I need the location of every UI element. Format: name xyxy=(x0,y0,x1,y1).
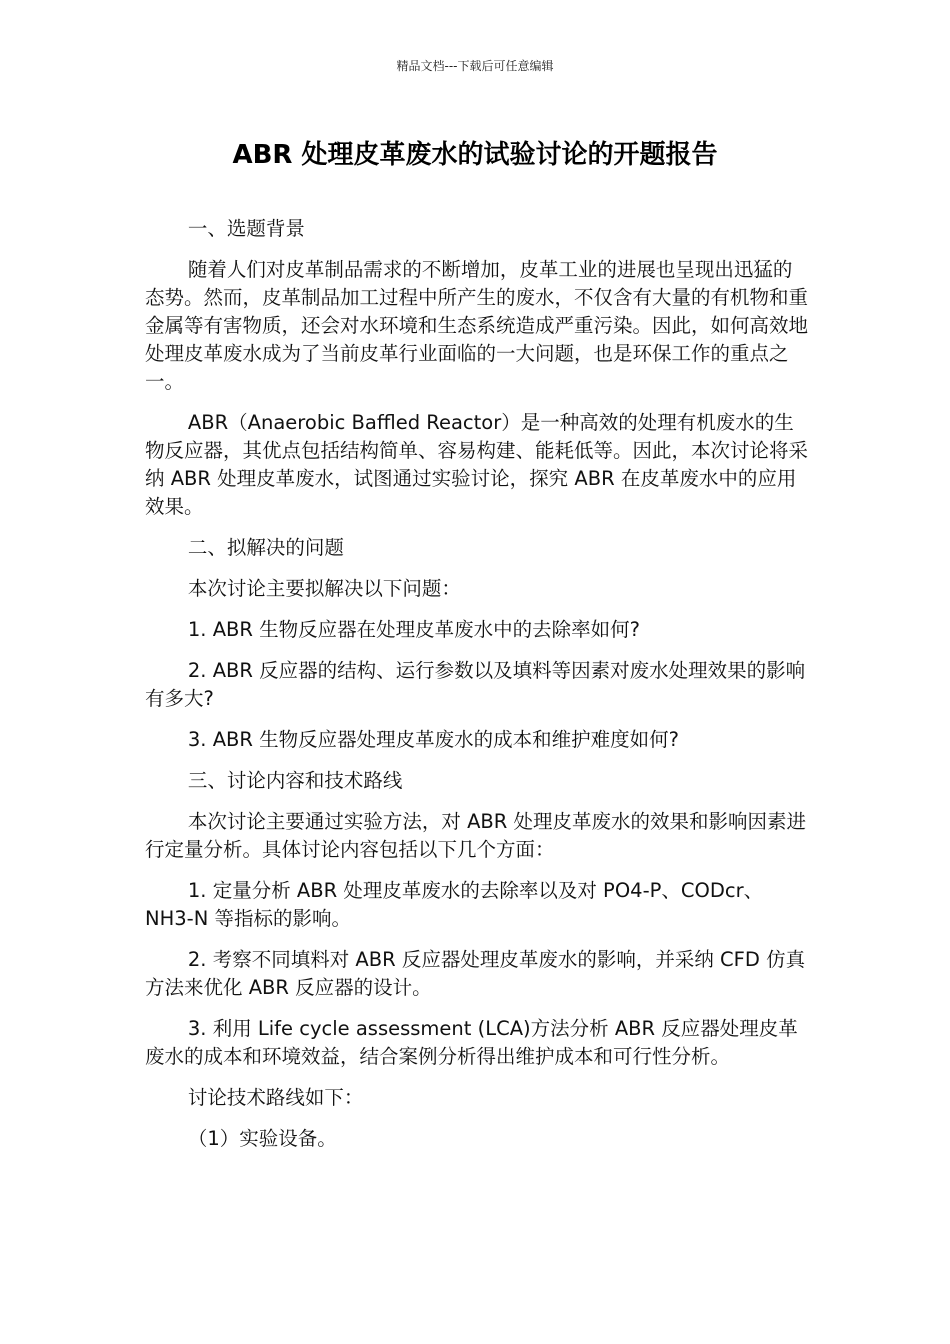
problem-item-1: 1. ABR 生物反应器在处理皮革废水中的去除率如何? xyxy=(187,618,641,641)
section-heading-content-route: 三、讨论内容和技术路线 xyxy=(187,769,403,792)
section-heading-background: 一、选题背景 xyxy=(187,217,305,240)
content-item-2: 2. 考察不同填料对 ABR 反应器处理皮革废水的影响，并采纳 CFD 仿真方法来优化 ABR 反应器的设计。 xyxy=(145,948,806,999)
content-item-1: 1. 定量分析 ABR 处理皮革废水的去除率以及对 PO4-P、CODcr、NH3-N 等指标的影响。 xyxy=(145,879,764,930)
paragraph-background-2: ABR（Anaerobic Baffled Reactor）是一种高效的处理有机废水的生物反应器，其优点包括结构简单、容易构建、能耗低等。因此，本次讨论将采纳 ABR 处理皮革废水，试图通过实验讨论，探究 ABR 在皮革废水中的应用效果。 xyxy=(145,411,809,518)
header-note: 精品文档---下载后可任意编辑 xyxy=(396,59,554,73)
document-body xyxy=(145,215,810,1166)
route-step-1: （1）实验设备。 xyxy=(187,1127,337,1150)
paragraph-problems-intro: 本次讨论主要拟解决以下问题： xyxy=(187,577,461,600)
content-item-3: 3. 利用 Life cycle assessment (LCA)方法分析 ABR 反应器处理皮革废水的成本和环境效益，结合案例分析得出维护成本和可行性分析。 xyxy=(145,1017,798,1068)
problem-item-3: 3. ABR 生物反应器处理皮革废水的成本和维护难度如何? xyxy=(187,728,680,751)
paragraph-technical-route: 讨论技术路线如下： xyxy=(187,1086,364,1109)
problem-item-2: 2. ABR 反应器的结构、运行参数以及填料等因素对废水处理效果的影响有多大? xyxy=(145,659,806,710)
paragraph-content-intro: 本次讨论主要通过实验方法，对 ABR 处理皮革废水的效果和影响因素进行定量分析。具体讨论内容包括以下几个方面： xyxy=(145,810,807,861)
document-title: ABR 处理皮革废水的试验讨论的开题报告 xyxy=(232,140,718,170)
paragraph-background-1: 随着人们对皮革制品需求的不断增加，皮革工业的进展也呈现出迅猛的态势。然而，皮革制品加工过程中所产生的废水，不仅含有大量的有机物和重金属等有害物质，还会对水环境和生态系统造成严重污染。因此，如何高效地处理皮革废水成为了当前皮革行业面临的一大问题，也是环保工作的重点之一。 xyxy=(145,258,809,393)
section-heading-problems: 二、拟解决的问题 xyxy=(187,536,344,559)
